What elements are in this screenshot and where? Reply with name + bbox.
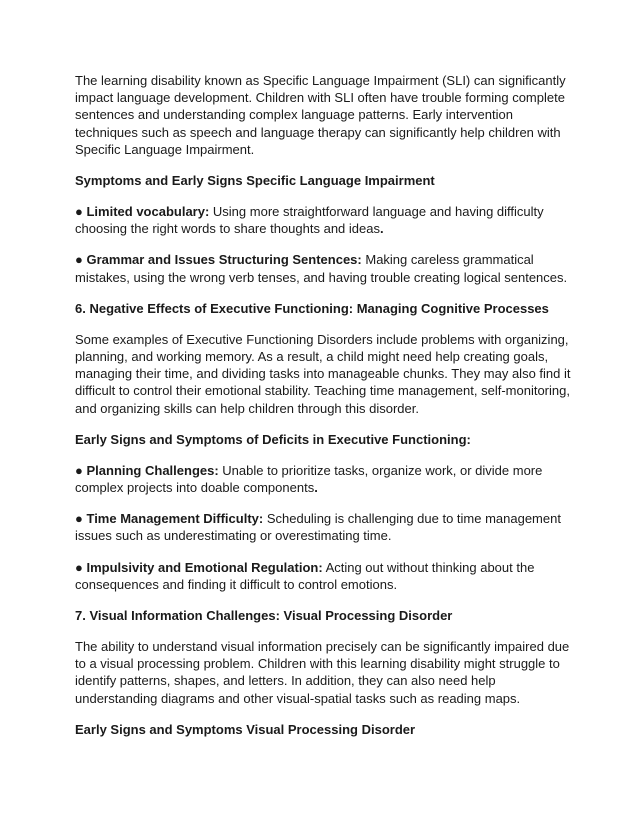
ef-signs-heading: Early Signs and Symptoms of Deficits in Executive Functioning: <box>75 431 471 447</box>
bullet-dot: ● <box>75 511 83 527</box>
bullet-limited-vocabulary <box>75 203 575 237</box>
executive-functioning-heading: 6. Negative Effects of Executive Functioning: Managing Cognitive Processes <box>75 300 549 316</box>
visual-processing-paragraph: The ability to understand visual information precisely can be significantly impaired due to a visual processing problem. Children with this learning disability might struggle to identify patterns, shapes, and letters. In addition, they can also need help understanding diagrams and other visual-spatial tasks such as reading maps. <box>75 639 570 706</box>
executive-functioning-paragraph: Some examples of Executive Functioning Disorders include problems with organizing, planning, and working memory. As a result, a child might need help creating goals, managing their time, and dividing tasks into manageable chunks. They may also find it difficult to control their emotional stability. Teaching time management, self-monitoring, and organizing skills can help children through this disorder. <box>75 331 571 416</box>
bullet-dot: ● <box>75 252 83 268</box>
bullet-end: . <box>379 221 384 237</box>
bullet-term: Grammar and Issues Structuring Sentences: <box>86 252 362 268</box>
bullet-term: Limited vocabulary: <box>86 204 210 220</box>
bullet-text: Unable to prioritize tasks, organize work, or divide more complex projects into doable components <box>75 462 543 496</box>
bullet-term: Time Management Difficulty: <box>86 511 264 527</box>
bullet-term: Planning Challenges: <box>86 462 219 478</box>
document-page <box>75 72 575 752</box>
bullet-end: . <box>314 480 318 496</box>
intro-paragraph: The learning disability known as Specific Language Impairment (SLI) can significantly impact language development. Children with SLI often have trouble forming complete sentences and understanding complex language patterns. Early intervention techniques such as speech and language therapy can significantly help children with Specific Language Impairment. <box>75 73 566 157</box>
vp-signs-heading: Early Signs and Symptoms Visual Processing Disorder <box>75 721 416 737</box>
sli-symptoms-heading: Symptoms and Early Signs Specific Language Impairment <box>75 173 435 189</box>
visual-processing-heading: 7. Visual Information Challenges: Visual Processing Disorder <box>75 608 453 624</box>
bullet-text: Acting out without thinking about the consequences and finding it difficult to control emotions. <box>75 559 535 592</box>
bullet-time-management <box>75 510 575 544</box>
bullet-term: Impulsivity and Emotional Regulation: <box>86 559 323 575</box>
bullet-dot: ● <box>75 559 83 575</box>
bullet-text: Making careless grammatical mistakes, using the wrong verb tenses, and having trouble creating logical sentences. <box>75 252 568 285</box>
bullet-impulsivity <box>75 559 575 593</box>
bullet-planning-challenges <box>75 462 575 496</box>
bullet-grammar-issues <box>75 251 575 285</box>
bullet-text: Scheduling is challenging due to time management issues such as underestimating or overestimating time. <box>75 511 561 544</box>
bullet-text: Using more straightforward language and having difficulty choosing the right words to share thoughts and ideas <box>75 204 544 237</box>
bullet-dot: ● <box>75 204 83 220</box>
bullet-dot: ● <box>75 462 83 478</box>
